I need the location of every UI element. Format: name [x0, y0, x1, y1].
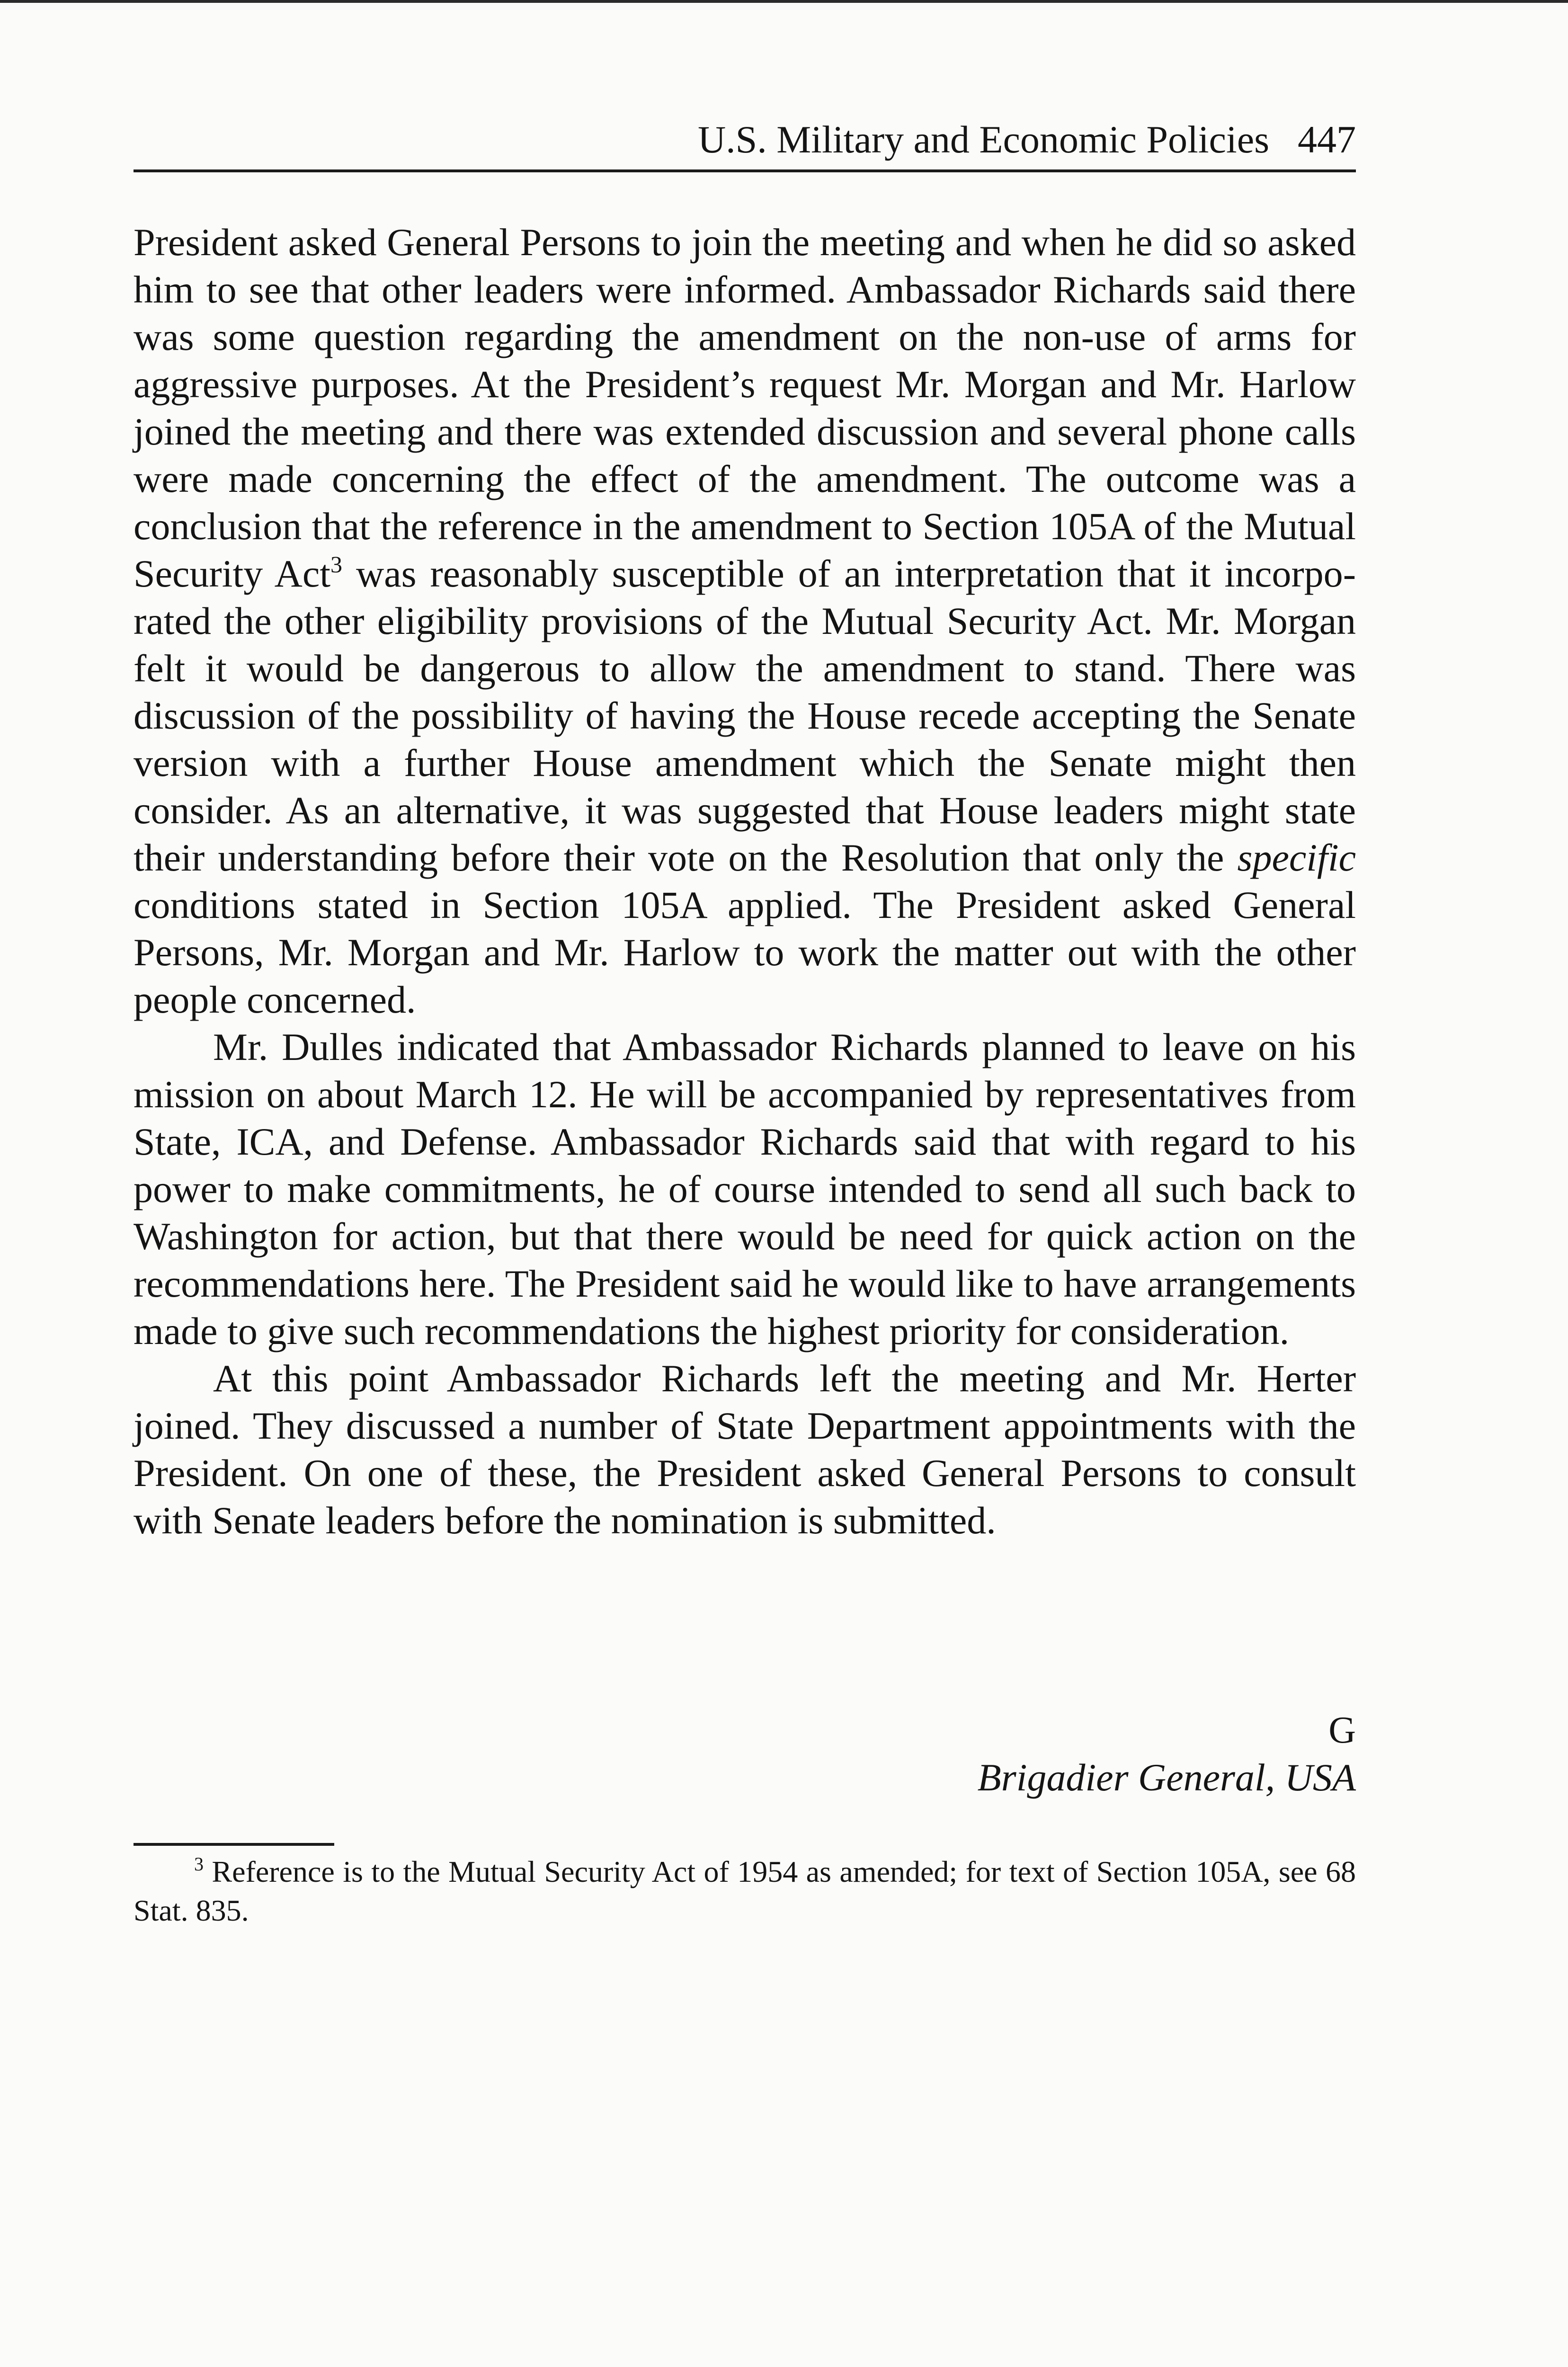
- footnote-rule: [134, 1843, 334, 1846]
- paragraph-1: [134, 219, 1356, 1023]
- running-head: [134, 114, 1356, 166]
- footnote-text: Reference is to the Mutual Security Act of 1954 as amended; for text of Section 105A, see 68 Stat. 835.: [134, 1855, 1356, 1927]
- body-text: [134, 219, 1356, 1544]
- running-head-rule: [134, 169, 1356, 172]
- footnote: [134, 1852, 1356, 1930]
- signature-block: [693, 1707, 1356, 1801]
- paragraph-2: Mr. Dulles indicated that Ambassador Richards planned to leave on his mission on about March 12. He will be accompanied by representatives from State, ICA, and Defense. Ambassador Richards said that with regard to his power to make commitments, he of course intended to send all such back to Washington for action, but that there would be need for quick action on the recommendations here. The President said he would like to have arrangements made to give such recommendations the highest priority for consideration.: [134, 1025, 1356, 1353]
- signature-initial: G: [1328, 1709, 1356, 1751]
- paragraph-1-part-a: President asked General Persons to join the meeting and when he did so asked him to see that other leaders were informed. Ambassador Richards said there was some question regarding the amendment on the non-use of arms for aggressive purposes. At the President’s request Mr. Morgan and Mr. Harlow joined the meeting and there was extended discussion and several phone calls were made concerning the effect of the amendment. The outcome was a conclusion that the reference in the amendment to Section 105A of the Mutual Security Act: [134, 221, 1356, 595]
- running-head-title: U.S. Military and Economic Policies: [697, 118, 1269, 161]
- footnote-number: 3: [194, 1853, 204, 1875]
- paragraph-1-part-c: conditions stated in Section 105A applied. The President asked General Persons, Mr. Morgan and Mr. Harlow to work the matter out with the other people concerned.: [134, 883, 1356, 1021]
- top-edge-rule: [0, 0, 1568, 3]
- paragraph-3: At this point Ambassador Richards left the meeting and Mr. Herter joined. They discussed a number of State Department appointments with the President. On one of these, the President asked General Persons to consult with Senate leaders before the nomination is submitted.: [134, 1357, 1356, 1542]
- page-number: 447: [1298, 118, 1356, 161]
- footnote-reference: 3: [330, 551, 343, 578]
- emphasis-specific: specific: [1237, 836, 1356, 879]
- signature-title: Brigadier General, USA: [977, 1756, 1356, 1799]
- paragraph-1-part-b: was reasonably susceptible of an interpretation that it incorporated the other eligibility provisions of the Mutual Security Act. Mr. Morgan felt it would be dangerous to allow the amendment to stand. There was discussion of the possibility of having the House recede accepting the Senate version with a further House amendment which the Senate might then consider. As an alternative, it was suggested that House leaders might state their understanding before their vote on the Resolution that only the: [134, 552, 1356, 879]
